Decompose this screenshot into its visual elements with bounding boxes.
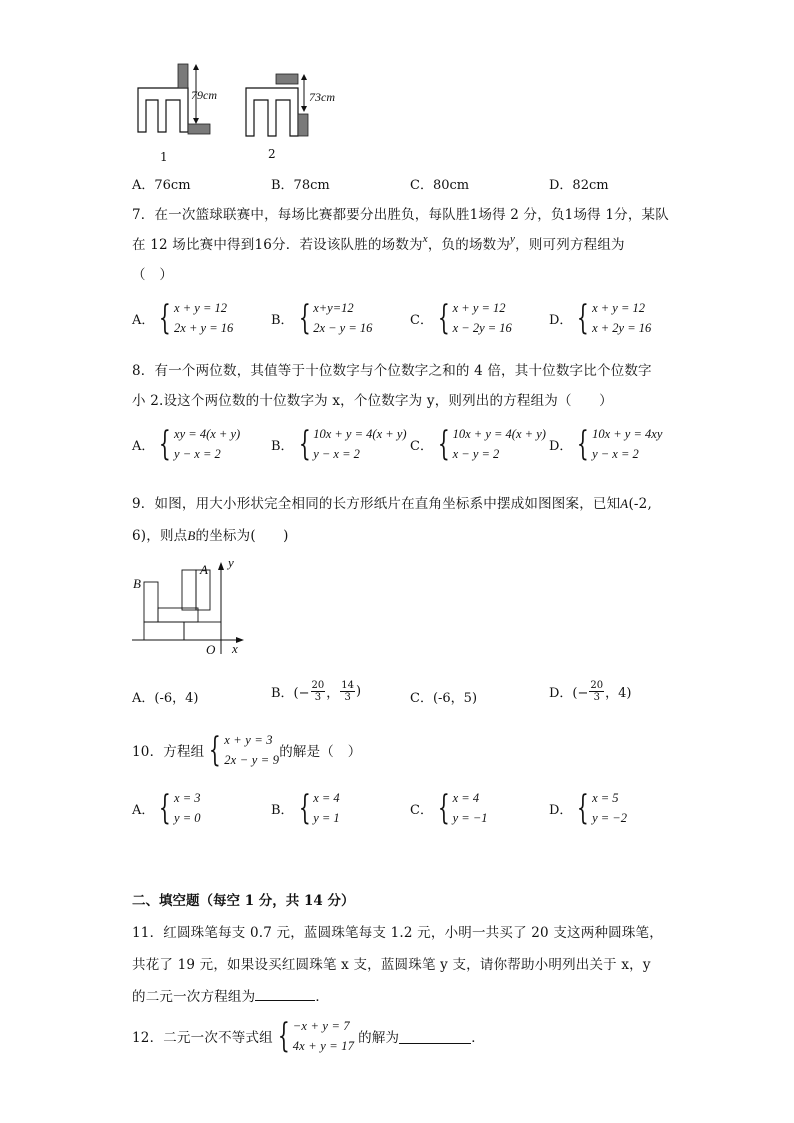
q10-option-d [549, 788, 627, 828]
q9-option-d [549, 680, 631, 703]
equation: 2x − y = 9 [224, 753, 280, 767]
q10-option-b [271, 788, 340, 828]
q7-option-c [410, 298, 512, 338]
numerator: 14 [341, 680, 355, 691]
numerator: 20 [311, 680, 325, 691]
q7-option-b [271, 298, 372, 338]
denominator: 3 [314, 692, 322, 703]
q11-text: ． [315, 989, 330, 1005]
equation: y = 0 [174, 811, 201, 825]
q10-text: 10．方程组 [132, 744, 205, 760]
equation: y = −1 [452, 811, 488, 825]
option-label: D． [549, 312, 573, 328]
figure-1-label: 1 [160, 150, 168, 164]
equation: 10x + y = 4(x + y) [313, 427, 407, 441]
fraction [340, 680, 355, 703]
brace: { [298, 298, 311, 338]
brace: { [437, 424, 450, 464]
equation: y − x = 2 [592, 447, 639, 461]
q9-line-2 [132, 524, 289, 544]
brace: { [298, 424, 311, 464]
option-label: B． [271, 438, 294, 454]
q8-line-2: 小 2.设这个两位数的十位数字为 x，个位数字为 y，则列出的方程组为（ ） [132, 393, 613, 409]
var-x: x [422, 233, 428, 245]
brace: { [159, 298, 172, 338]
figure-origin-label: O [206, 642, 216, 657]
q7-paren: （ ） [132, 267, 174, 283]
q9-option-c: C．(-6，5) [410, 691, 478, 706]
option-label: A． [132, 802, 155, 818]
denominator: 3 [593, 692, 600, 703]
denominator: 3 [344, 692, 351, 703]
q8-option-b [271, 424, 407, 464]
option-label: B．(− [271, 686, 310, 701]
q12-question [132, 1016, 485, 1056]
brace: { [437, 788, 450, 828]
equation: 10x + y = 4(x + y) [452, 427, 546, 441]
q9-text: 的坐标为( ) [195, 528, 289, 544]
brace: { [298, 788, 311, 828]
q9-option-b [271, 680, 361, 703]
answer-blank[interactable] [255, 988, 315, 1001]
q11-line-1: 11．红圆珠笔每支 0.7 元，蓝圆珠笔每支 1.2 元，小明一共买了 20 支这两种圆珠笔， [132, 925, 663, 941]
q7-text: ，负的场数为 [427, 237, 511, 253]
option-label: D． [549, 802, 573, 818]
equation: y = 1 [313, 811, 340, 825]
option-label: C． [410, 802, 433, 818]
equation: x + y = 12 [452, 301, 506, 315]
equation: 10x + y = 4xy [592, 427, 663, 441]
equation: x = 3 [174, 791, 201, 805]
equation: x − y = 2 [452, 447, 500, 461]
brace: { [159, 788, 172, 828]
option-label: B． [271, 802, 294, 818]
option-label: C． [410, 312, 433, 328]
answer-blank[interactable] [399, 1029, 471, 1044]
point-b-label: B [187, 528, 196, 543]
brace: { [577, 298, 590, 338]
figure-x-axis-label: x [232, 641, 238, 656]
q10-option-a [132, 788, 201, 828]
equation: x = 4 [452, 791, 480, 805]
equation: y = −2 [592, 811, 627, 825]
figure-point-b: B [133, 576, 141, 591]
equation: −x + y = 7 [292, 1019, 350, 1033]
equation: x+y=12 [313, 301, 354, 315]
brace: { [437, 298, 450, 338]
option-label: A． [132, 438, 155, 454]
q12-text: ． [471, 1030, 485, 1046]
q6-option-c: C．80cm [410, 178, 470, 193]
option-label: D． [549, 438, 573, 454]
q7-option-d [549, 298, 651, 338]
equation: x = 5 [592, 791, 619, 805]
q12-text: 的解为 [358, 1030, 400, 1046]
q7-line-2 [132, 233, 625, 253]
coordinate-rectangles-figure [128, 556, 258, 658]
figure-point-a: A [200, 562, 208, 577]
equation: 2x − y = 16 [313, 321, 373, 335]
q9-option-a: A．(-6，4) [132, 691, 199, 706]
q10-question [132, 730, 361, 770]
numerator: 20 [590, 680, 604, 691]
q7-text: 在 12 场比赛中得到16分．若设该队胜的场数为 [132, 237, 423, 253]
fraction [589, 680, 604, 703]
q8-line-1: 8．有一个两位数，其值等于十位数字与个位数字之和的 4 倍，其十位数字比个位数字 [132, 363, 652, 379]
q7-text: ，则可列方程组为 [515, 237, 625, 253]
option-label: A． [132, 312, 155, 328]
equation: 4x + y = 17 [292, 1039, 355, 1053]
q10-option-c [410, 788, 488, 828]
q9-text: 6)，则点 [132, 528, 188, 544]
q11-text: 的二元一次方程组为 [132, 989, 256, 1005]
separator: ， [326, 686, 340, 701]
figure-y-axis-label: y [228, 555, 234, 570]
q8-option-d [549, 424, 662, 464]
equation: x = 4 [313, 791, 340, 805]
option-tail: ，4) [605, 686, 632, 701]
equation: 2x + y = 16 [174, 321, 234, 335]
q8-option-a [132, 424, 240, 464]
brace: { [159, 424, 172, 464]
brace: { [277, 1016, 290, 1056]
option-label: D．(− [549, 686, 589, 701]
q8-option-c [410, 424, 546, 464]
fraction [311, 680, 326, 703]
close-paren: ) [356, 684, 362, 699]
brace: { [209, 730, 222, 770]
equation: xy = 4(x + y) [174, 427, 241, 441]
brace: { [577, 424, 590, 464]
equation: y − x = 2 [313, 447, 360, 461]
equation: x + y = 3 [224, 733, 273, 747]
q12-text: 12．二元一次不等式组 [132, 1030, 273, 1046]
brace: { [577, 788, 590, 828]
dimension-73cm: 73cm [309, 90, 335, 104]
figure-2 [246, 74, 308, 136]
equation: x − 2y = 16 [452, 321, 512, 335]
q11-line-2: 共花了 19 元，如果设买红圆珠笔 x 支，蓝圆珠笔 y 支，请你帮助小明列出关于 x，y [132, 957, 651, 973]
q7-line-1: 7．在一次篮球联赛中，每场比赛都要分出胜负，每队胜1场得 2 分，负1场得 1分，某队 [132, 207, 669, 223]
equation: x + 2y = 16 [592, 321, 652, 335]
option-label: C． [410, 438, 433, 454]
equation: x + y = 12 [174, 301, 227, 315]
q9-text: (-2, [628, 496, 652, 512]
equation: y − x = 2 [174, 447, 221, 461]
q6-option-d: D．82cm [549, 178, 609, 193]
point-a-label: A [620, 496, 629, 511]
q7-option-a [132, 298, 233, 338]
q6-option-a: A．76cm [132, 178, 191, 193]
q9-line-1 [132, 492, 652, 512]
var-y: y [510, 233, 516, 245]
section-2-title: 二、填空题（每空 1 分，共 14 分） [132, 893, 355, 909]
equation: x + y = 12 [592, 301, 646, 315]
q10-text: 的解是（ ） [279, 744, 362, 760]
q6-option-b: B．78cm [271, 178, 330, 193]
q11-line-3 [132, 985, 329, 1005]
q9-text: 9．如图，用大小形状完全相同的长方形纸片在直角坐标系中摆成如图图案，已知 [132, 496, 621, 512]
figure-2-label: 2 [268, 147, 276, 161]
option-label: B． [271, 312, 294, 328]
dimension-79cm: 79cm [191, 88, 217, 102]
